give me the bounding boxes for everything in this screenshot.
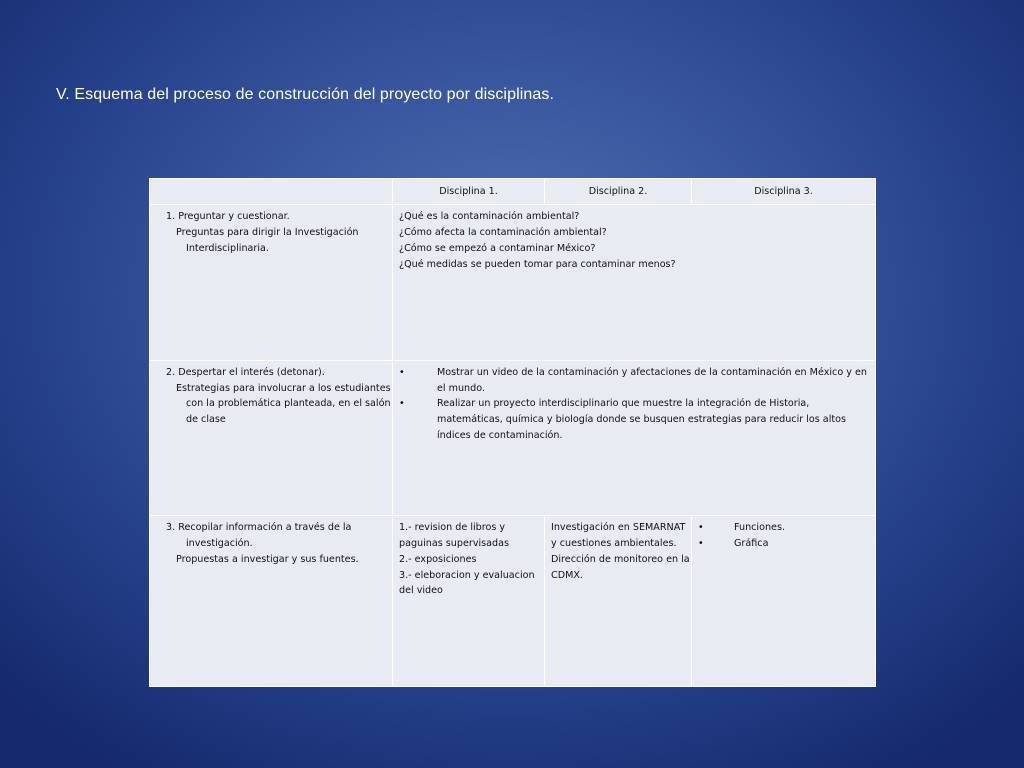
cell-line: paguinas supervisadas [399, 538, 510, 550]
strategy-list [399, 365, 869, 444]
header-cell-empty [150, 179, 393, 205]
cell-line: y cuestiones ambientales. [551, 538, 677, 550]
row1-label [150, 205, 393, 361]
cell-line: Dirección de monitoreo en la [551, 553, 690, 565]
disciplina-3-list [698, 520, 869, 552]
row1-label-line: Preguntas para dirigir la Investigación [176, 227, 359, 239]
row3-label [150, 516, 393, 687]
slide-title: V. Esquema del proceso de construcción del proyecto por disciplinas. [56, 86, 555, 103]
list-item [698, 536, 869, 552]
row2-strategies [393, 360, 876, 516]
list-item-text: Funciones. [734, 522, 785, 534]
question-line: ¿Qué es la contaminación ambiental? [399, 211, 580, 223]
row2-label-line: de clase [186, 414, 226, 426]
cell-line: 1.- revision de libros y [399, 522, 506, 534]
list-item [698, 520, 869, 536]
bullet-icon: • [399, 398, 405, 410]
process-table [149, 178, 876, 687]
strategy-text: Realizar un proyecto interdisciplinario que muestre la integración de Historia, matemáticas, química y biología donde se busquen estrategias para reducir los altos índices de contaminación. [437, 398, 846, 441]
row1-label-line: 1. Preguntar y cuestionar. [166, 211, 290, 223]
list-item-text: Gráfica [734, 538, 769, 550]
row2-label-line: con la problemática planteada, en el salón [186, 398, 391, 410]
row2-label-line: 2. Despertar el interés (detonar). [166, 366, 325, 378]
header-disciplina-1: Disciplina 1. [393, 179, 545, 205]
cell-line: del video [399, 585, 443, 597]
cell-line: 3.- eleboracion y evaluacion [399, 569, 535, 581]
table-header-row [150, 179, 876, 205]
table-row [150, 360, 876, 516]
question-line: ¿Qué medidas se pueden tomar para contaminar menos? [399, 258, 676, 270]
list-item [399, 396, 869, 443]
row3-label-line: 3. Recopilar información a través de la [166, 522, 352, 534]
bullet-icon: • [698, 522, 704, 534]
row3-disciplina-2 [545, 516, 692, 687]
cell-line: 2.- exposiciones [399, 553, 477, 565]
bullet-icon: • [698, 538, 704, 550]
header-disciplina-3: Disciplina 3. [692, 179, 876, 205]
list-item [399, 365, 869, 397]
strategy-text: Mostrar un video de la contaminación y afectaciones de la contaminación en México y en el mundo. [437, 366, 867, 394]
bullet-icon: • [399, 366, 405, 378]
table-row [150, 516, 876, 687]
header-disciplina-2: Disciplina 2. [545, 179, 692, 205]
question-line: ¿Cómo se empezó a contaminar México? [399, 242, 596, 254]
row3-label-line: Propuestas a investigar y sus fuentes. [176, 553, 359, 565]
row2-label-line: Estrategias para involucrar a los estudiantes [176, 382, 391, 394]
question-line: ¿Cómo afecta la contaminación ambiental? [399, 227, 607, 239]
row1-questions [393, 205, 876, 361]
table-row [150, 205, 876, 361]
cell-line: Investigación en SEMARNAT [551, 522, 686, 534]
row2-label [150, 360, 393, 516]
row3-label-line: investigación. [186, 538, 253, 550]
row3-disciplina-1 [393, 516, 545, 687]
row1-label-line: Interdisciplinaria. [186, 242, 269, 254]
cell-line: CDMX. [551, 569, 583, 581]
row3-disciplina-3 [692, 516, 876, 687]
